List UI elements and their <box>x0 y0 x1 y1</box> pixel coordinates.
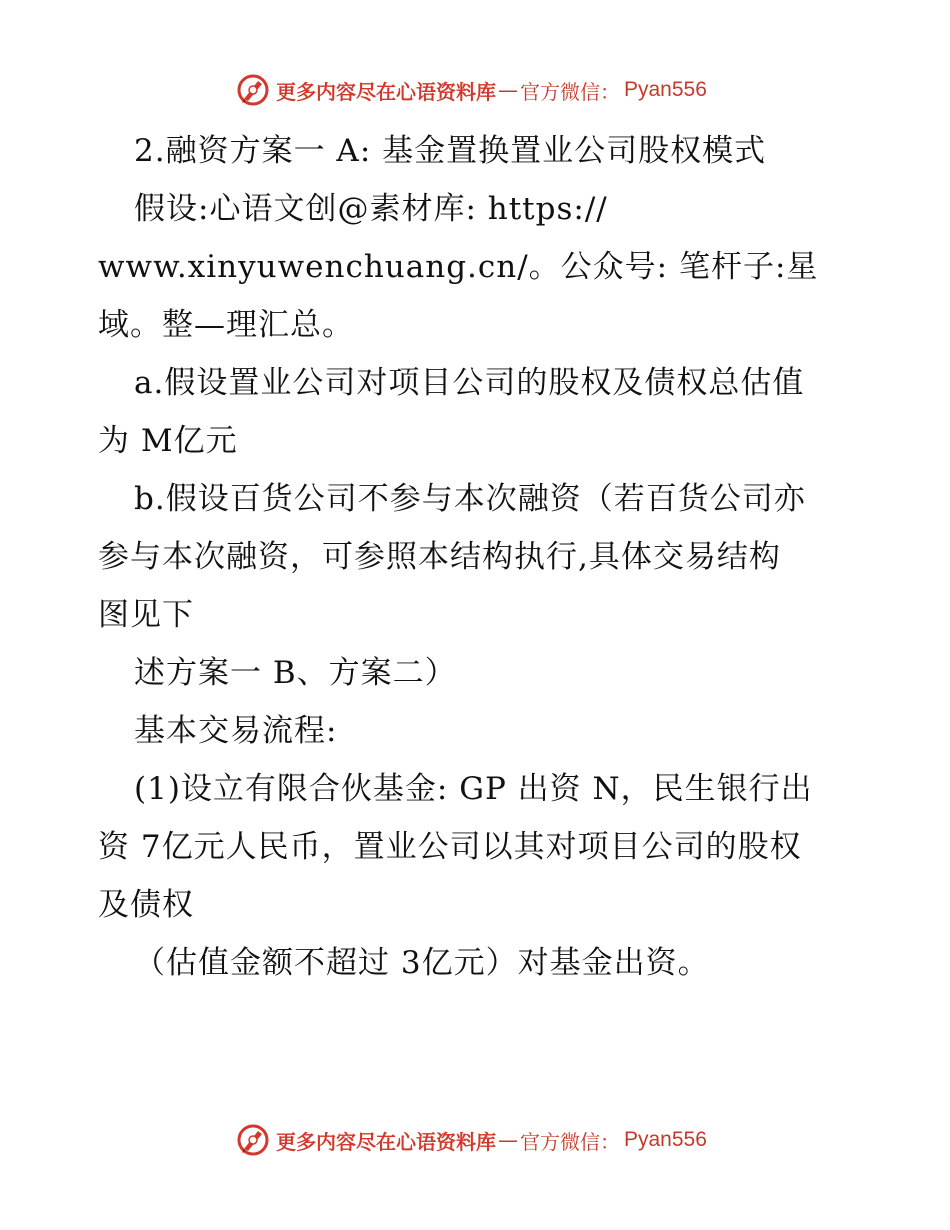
paragraph-line: 基本交易流程: <box>134 713 338 749</box>
paragraph-line: 为 M亿元 <box>98 423 238 459</box>
banner-slogan: 更多内容尽在心语资料库 <box>276 1129 496 1154</box>
banner-wechat-id: Pyan556 <box>624 78 707 101</box>
paragraph-line: 及债权 <box>98 887 194 923</box>
paragraph-line: 资 7亿元人民币，置业公司以其对项目公司的股权 <box>98 829 802 865</box>
header-banner <box>236 72 707 108</box>
paragraph-line: 图见下 <box>98 597 194 633</box>
banner-separator: — <box>498 78 518 102</box>
pen-quill-logo-icon <box>236 1123 270 1157</box>
paragraph-line: (1)设立有限合伙基金: GP 出资 N，民生银行出 <box>134 771 813 807</box>
heading-scheme-a: 2.融资方案一 A: 基金置换置业公司股权模式 <box>134 133 767 169</box>
paragraph-line: 域。整—理汇总。 <box>98 307 354 343</box>
paragraph-line: b.假设百货公司不参与本次融资（若百货公司亦 <box>134 481 806 517</box>
paragraph-line: www.xinyuwenchuang.cn/。公众号: 笔杆子:星 <box>98 249 819 285</box>
paragraph-line: a.假设置业公司对项目公司的股权及债权总估值 <box>134 365 805 401</box>
banner-official-label: 官方微信： <box>520 1129 620 1154</box>
paragraph-line: 参与本次融资，可参照本结构执行,具体交易结构 <box>98 539 781 575</box>
paragraph-line: （估值金额不超过 3亿元）对基金出资。 <box>134 945 710 981</box>
paragraph-line: 述方案一 B、方案二） <box>134 655 457 691</box>
banner-separator: — <box>498 1128 518 1152</box>
paragraph-line: 假设:心语文创@素材库: https:// <box>134 191 608 227</box>
pen-quill-logo-icon <box>236 73 270 107</box>
footer-banner <box>236 1122 707 1158</box>
banner-slogan: 更多内容尽在心语资料库 <box>276 79 496 104</box>
document-body <box>98 122 868 992</box>
banner-wechat-id: Pyan556 <box>624 1128 707 1151</box>
banner-official-label: 官方微信： <box>520 79 620 104</box>
